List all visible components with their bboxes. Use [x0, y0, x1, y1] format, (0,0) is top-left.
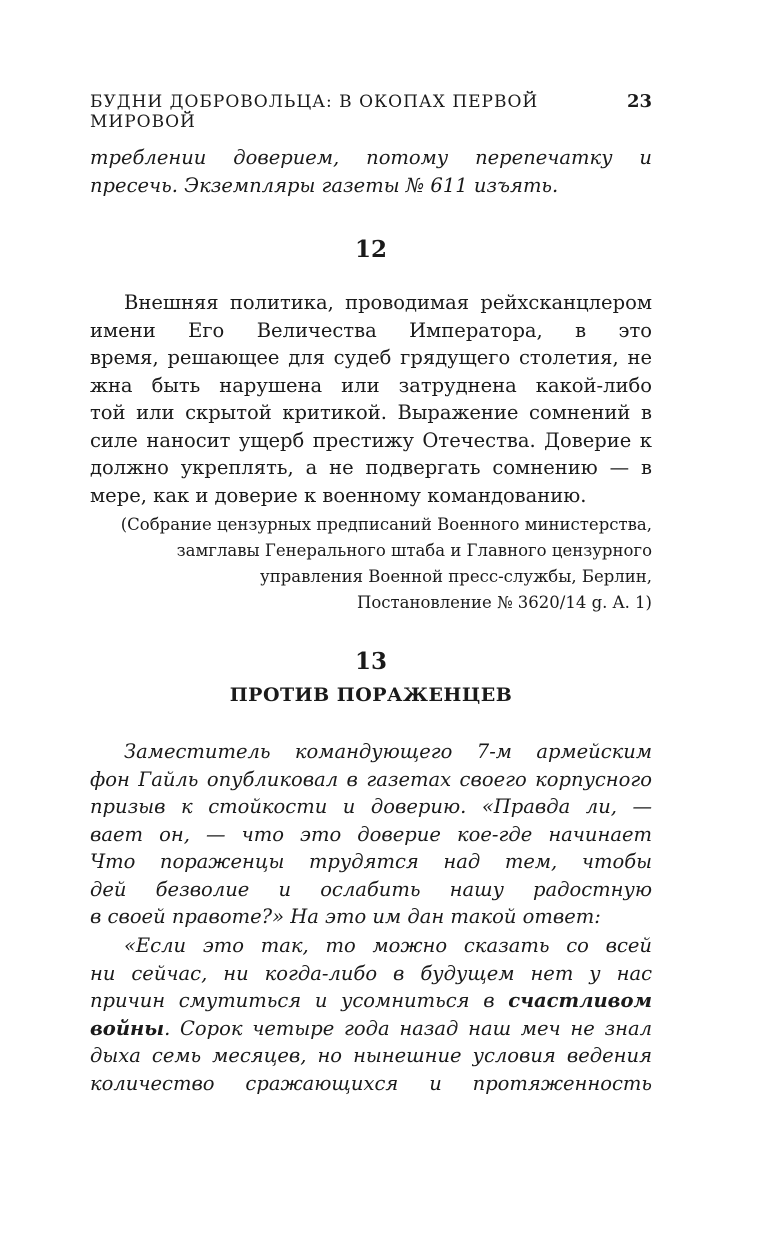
intro-paragraph — [90, 144, 652, 199]
running-head — [90, 91, 652, 132]
text-line: жна быть нарушена или затруднена какой-либо — [90, 373, 652, 397]
text-line: имени Его Величества Императора, в это — [90, 318, 652, 342]
text-line: Заместитель командующего 7-м армейским — [124, 740, 652, 763]
book-page — [90, 0, 652, 1240]
text-line: количество сражающихся и протяженность — [90, 1071, 652, 1095]
text-line: должно укреплять, а не подвергать сомнению — в — [90, 456, 652, 479]
text-line: Внешняя политика, проводимая рейхсканцлером — [124, 291, 652, 314]
bold-emphasis: счастливом — [508, 989, 652, 1012]
text-line: мере, как и доверие к военному командованию. — [90, 483, 587, 507]
section-12-number: 12 — [354, 236, 387, 263]
bold-emphasis: войны — [90, 1016, 165, 1040]
citation-line: управления Военной пресс-службы, Берлин, — [259, 567, 652, 586]
text-line: «Если это так, то можно сказать со всей — [124, 934, 652, 957]
section-13-paragraph-1 — [90, 738, 652, 931]
source-citation — [90, 512, 652, 616]
citation-line: (Собрание цензурных предписаний Военного министерства, — [120, 515, 652, 534]
text-line: пресечь. Экземпляры газеты № 611 изъять. — [90, 173, 559, 197]
text-fragment: . Сорок четыре года назад наш меч не знал — [164, 1016, 652, 1040]
text-line: Что пораженцы трудятся над тем, чтобы — [90, 850, 652, 873]
text-line: ни сейчас, ни когда-либо в будущем нет у нас — [90, 961, 652, 985]
citation-line: Постановление № 3620/14 g. A. 1) — [356, 593, 652, 612]
text-line: треблении доверием, потому перепечатку и — [90, 146, 652, 169]
citation-line: замглавы Генерального штаба и Главного цензурного — [176, 541, 652, 560]
text-fragment: причин смутиться и усомниться в — [90, 989, 509, 1012]
text-line: силе наносит ущерб престижу Отечества. Доверие к — [90, 428, 652, 452]
text-line-with-emphasis — [90, 987, 652, 1015]
text-line-with-emphasis — [90, 1015, 652, 1043]
text-line: дыха семь месяцев, но нынешние условия ведения — [90, 1044, 652, 1067]
text-line: время, решающее для судеб грядущего столетия, не — [90, 346, 652, 369]
text-line: вает он, — что это доверие кое-где начинает — [90, 822, 652, 846]
page-number: 23 — [626, 91, 652, 112]
section-12-paragraph — [90, 289, 652, 509]
section-13-title: ПРОТИВ ПОРАЖЕНЦЕВ — [229, 684, 513, 706]
text-line: в своей правоте?» На это им дан такой ответ: — [90, 905, 601, 928]
text-line: той или скрытой критикой. Выражение сомнений в — [90, 401, 652, 424]
text-line: дей безволие и ослабить нашу радостную — [90, 877, 652, 901]
running-head-title: БУДНИ ДОБРОВОЛЬЦА: В ОКОПАХ ПЕРВОЙ МИРОВОЙ — [90, 92, 539, 132]
text-line: фон Гайль опубликовал в газетах своего корпусного — [90, 767, 652, 791]
section-13-number: 13 — [354, 648, 387, 675]
text-line: призыв к стойкости и доверию. «Правда ли, — — [90, 795, 652, 818]
section-13-paragraph-2 — [90, 932, 652, 1097]
